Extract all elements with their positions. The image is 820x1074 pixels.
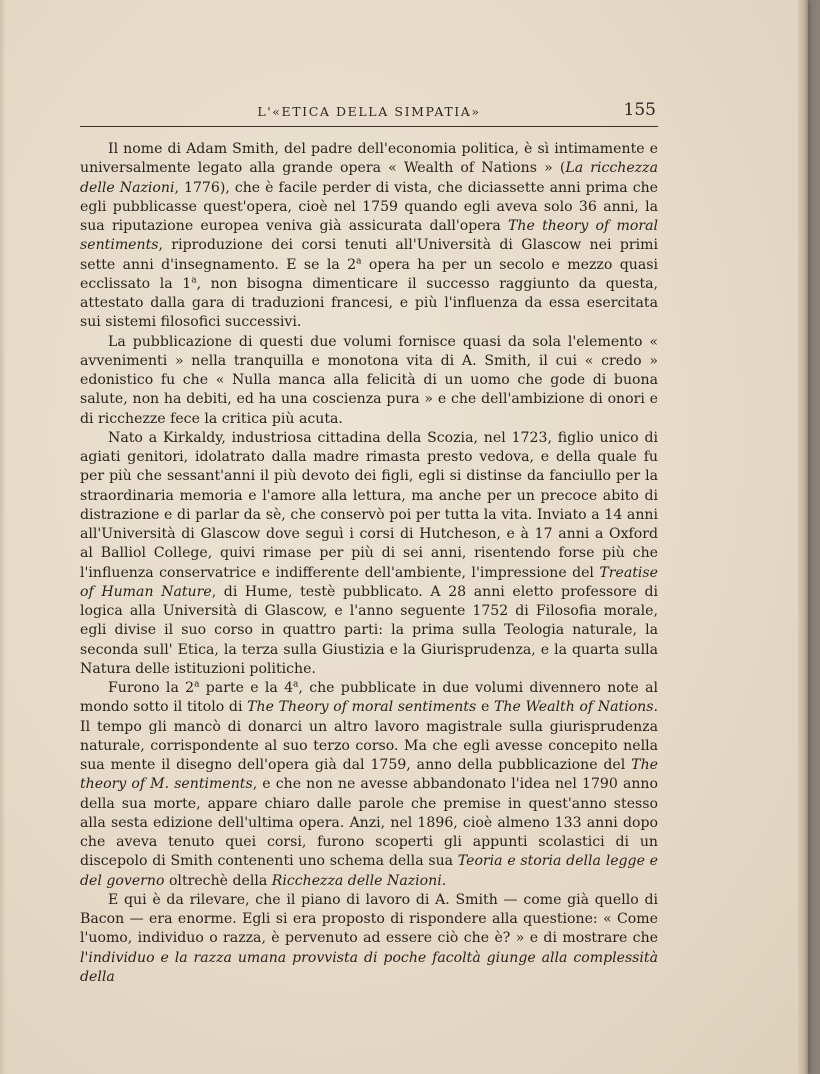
- paragraph-5: [80, 891, 658, 987]
- text-segment: , e che non ne avesse abbandonato l'idea nel 1790 anno della sua morte, appare chiaro dalle parole che premise in quest'anno stesso alla sesta edizione dell'ultima opera. Anzi, nel 1896, cioè almeno 133 anni dopo che aveva tenuto quei corsi, furono scoperti gli appunti scolastici di un discepolo di Smith contenenti uno schema della sua: [80, 776, 658, 870]
- ordinal-superscript: a: [356, 255, 362, 266]
- italic-title: Ricchezza delle Nazioni: [271, 872, 442, 889]
- italic-title: Teoria e storia della legge e del governo: [80, 853, 659, 889]
- paragraph-1: [80, 140, 658, 333]
- italic-title: l'individuo e la razza umana provvista di poche facoltà giunge alla complessità della: [80, 949, 658, 985]
- text-segment: Nato a Kirkaldy, industriosa cittadina della Scozia, nel 1723, figlio unico di agiati genitori, idolatrato dalla madre rimasta presto vedova, e della quale fu per più che sessant'anni il più devoto dei figli, egli si distinse da fanciullo per la straordinaria memoria e l'amore alla lettura, ma anche per un precoce abito di distrazione e di parlar da sè, che conservò poi per tutta la vita. Inviato a 14 anni all'Università di Glascow dove seguì i corsi di Hutcheson, e à 17 anni a Oxford al Balliol College, quivi rimase per più di sei anni, risentendo forse più che l'influenza conservatrice e indifferente dell'ambiente, l'impressione del: [80, 429, 658, 581]
- running-header: [80, 98, 658, 127]
- body-text: [80, 140, 658, 987]
- paragraph-4: [80, 679, 658, 891]
- text-segment: , di Hume, testè pubblicato. A 28 anni eletto professore di logica alla Università di Glascow, e l'anno seguente 1752 di Filosofia morale, egli divise il suo corso in quattro parti: la prima sulla Teologia naturale, la seconda sull' Etica, la terza sulla Giustizia e la Giurisprudenza, e la quarta sulla Natura delle istituzioni politiche.: [80, 583, 658, 677]
- page-gutter-shadow: [0, 0, 6, 1074]
- page-number: 155: [623, 100, 656, 120]
- text-segment: Furono la 2: [108, 680, 195, 696]
- text-segment: opera ha per un secolo e mezzo quasi ecclissato la 1: [80, 256, 658, 292]
- ordinal-superscript: a: [293, 679, 299, 690]
- text-segment: , riproduzione dei corsi tenuti all'Università di Glascow nei primi sette anni d'insegnamento. E se la 2: [80, 237, 658, 273]
- page-right-edge: [798, 0, 808, 1074]
- italic-title: Treatise of Human Nature: [80, 564, 658, 600]
- paragraph-2: [80, 333, 658, 429]
- italic-title: The Wealth of Nations: [493, 699, 654, 716]
- text-segment: Il nome di Adam Smith, del padre dell'economia politica, è sì intimamente e universalmente legato alla grande opera « Wealth of Nations » (: [80, 141, 658, 177]
- running-title: L'«ETICA DELLA SIMPATIA»: [257, 104, 481, 119]
- text-segment: , che pubblicate in due volumi divennero note al mondo sotto il titolo di: [80, 680, 658, 716]
- italic-title: La ricchezza delle Nazioni: [80, 160, 658, 196]
- ordinal-superscript: a: [194, 679, 200, 690]
- text-segment: e: [476, 699, 494, 716]
- text-segment: E qui è da rilevare, che il piano di lavoro di A. Smith — come già quello di Bacon — era enorme. Egli si era proposto di rispondere alla questione: « Come l'uomo, individuo o razza, è pervenuto ad essere ciò che è? » e di mostrare che: [80, 891, 658, 947]
- italic-title: The Theory of moral sentiments: [247, 699, 477, 716]
- text-segment: . Il tempo gli mancò di donarci un altro lavoro magistrale sulla giurisprudenza naturale, corrispondente al suo terzo corso. Ma che egli avesse concepito nella sua mente il disegno dell'opera già dal 1759, anno della pubblicazione del: [80, 699, 658, 773]
- text-segment: .: [441, 872, 447, 889]
- paragraph-3: [80, 429, 658, 679]
- text-segment: , 1776), che è facile perder di vista, che diciassette anni prima che egli pubblicasse quest'opera, cioè nel 1759 quando egli aveva solo 36 anni, la sua riputazione europea veniva già assicurata dall'opera: [80, 179, 659, 234]
- italic-title: The theory of moral sentiments: [80, 218, 658, 254]
- text-segment: , non bisogna dimenticare il successo raggiunto da questa, attestato dalla gara di traduzioni francesi, e più l'influenza da essa esercitata sui sistemi filosofici successivi.: [80, 275, 658, 331]
- text-segment: La pubblicazione di questi due volumi fornisce quasi da sola l'elemento « avvenimenti » nella tranquilla e monotona vita di A. Smith, il cui « credo » edonistico fu che « Nulla manca alla felicità di un uomo che gode di buona salute, non ha debiti, ed ha una coscienza pura » e che dell'ambizione di onori e di ricchezze fece la critica più acuta.: [80, 333, 658, 427]
- ordinal-superscript: a: [191, 275, 197, 286]
- text-segment: oltrechè della: [164, 872, 272, 889]
- italic-title: The theory of M. sentiments: [80, 757, 658, 793]
- text-segment: parte e la 4: [199, 680, 294, 696]
